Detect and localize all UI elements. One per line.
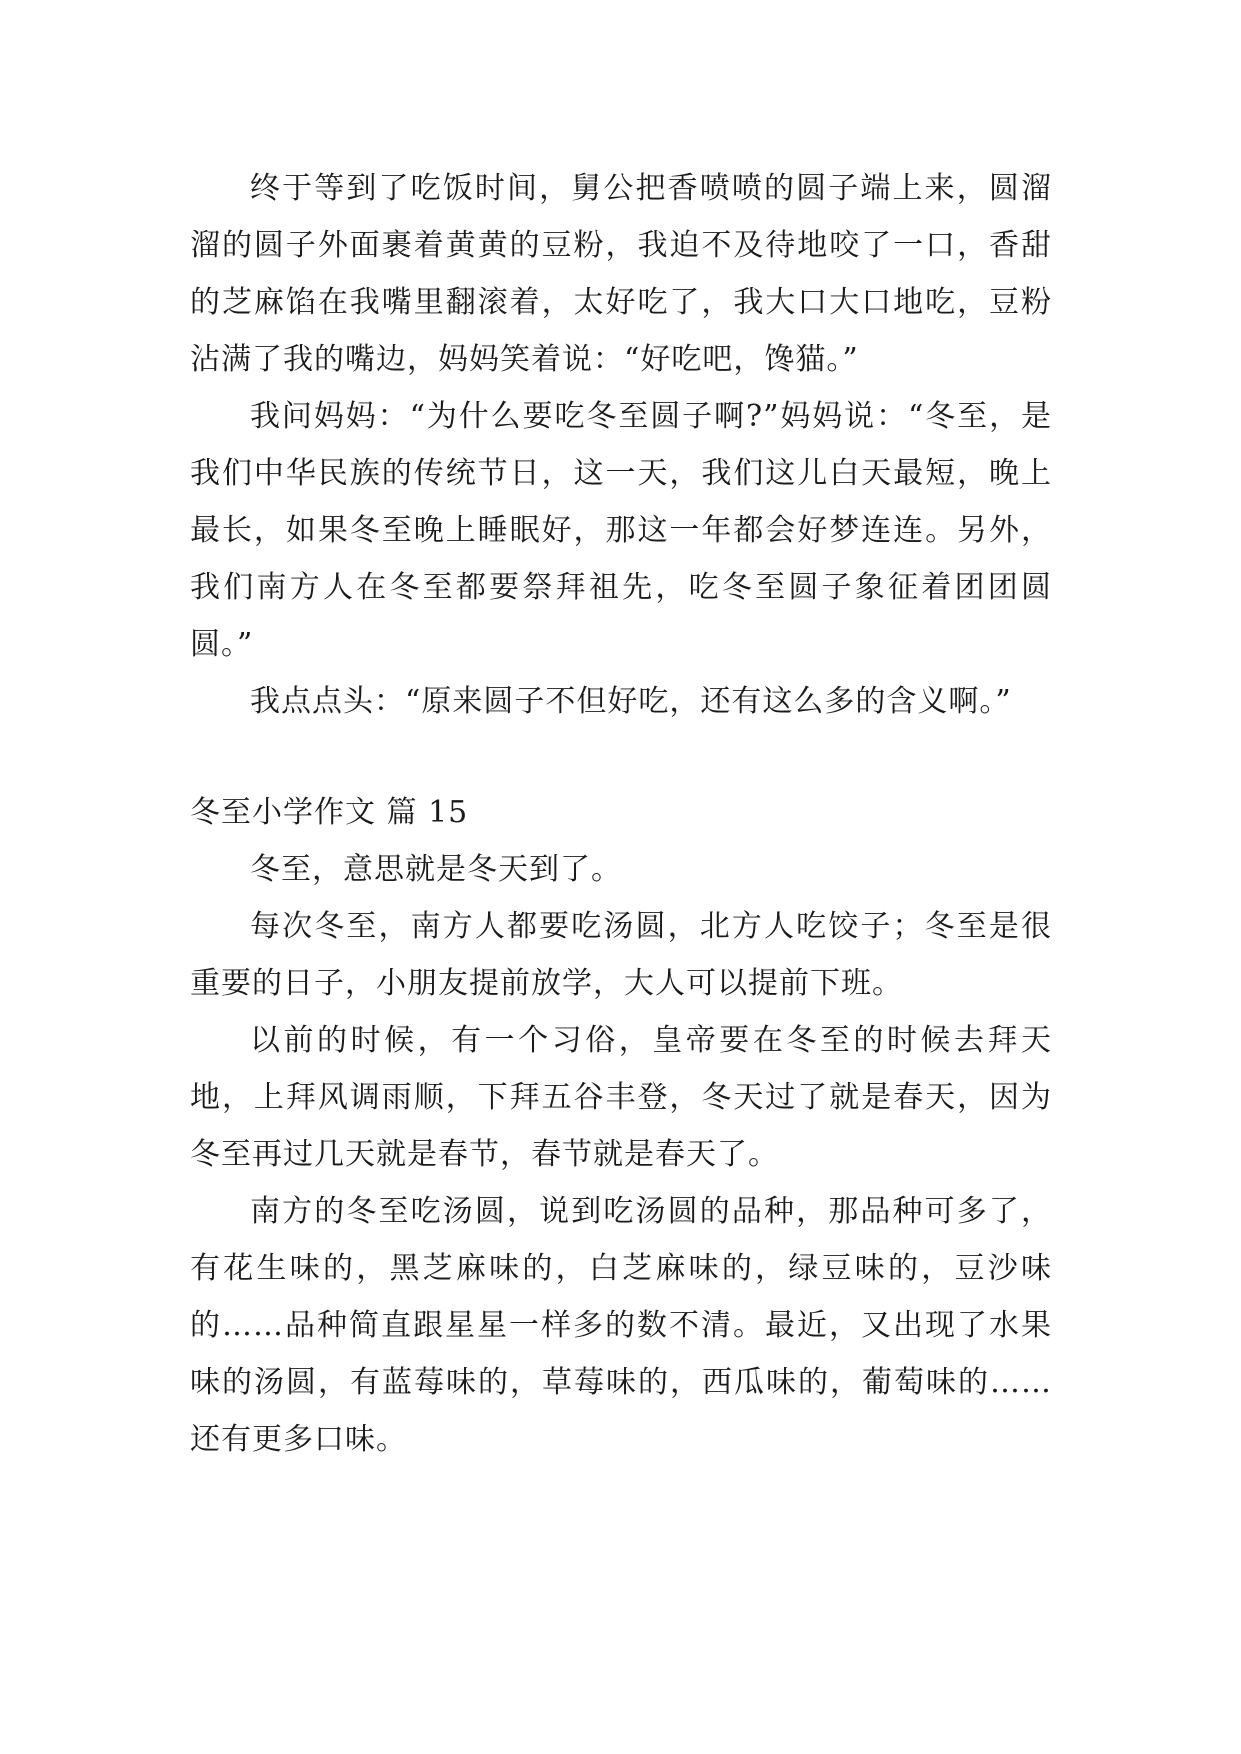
paragraph: 我点点头：“原来圆子不但好吃，还有这么多的含义啊。” <box>250 684 1012 719</box>
document-page <box>190 160 1052 1468</box>
section-title: 冬至小学作文 篇 15 <box>190 795 469 830</box>
paragraph: 我问妈妈：“为什么要吃冬至圆子啊?”妈妈说：“冬至，是我们中华民族的传统节日，这一天，我们这儿白天最短，晚上最长，如果冬至晚上睡眠好，那这一年都会好梦连连。另外，我们南方人在冬至都要祭拜祖先，吃冬至圆子象征着团团圆圆。” <box>190 399 1052 662</box>
paragraph: 以前的时候，有一个习俗，皇帝要在冬至的时候去拜天地，上拜风调雨顺，下拜五谷丰登，冬天过了就是春天，因为冬至再过几天就是春节，春节就是春天了。 <box>190 1023 1052 1172</box>
paragraph: 每次冬至，南方人都要吃汤圆，北方人吃饺子；冬至是很重要的日子，小朋友提前放学，大人可以提前下班。 <box>190 909 1052 1001</box>
section-gap <box>190 730 1052 784</box>
paragraph: 终于等到了吃饭时间，舅公把香喷喷的圆子端上来，圆溜溜的圆子外面裹着黄黄的豆粉，我迫不及待地咬了一口，香甜的芝麻馅在我嘴里翻滚着，太好吃了，我大口大口地吃，豆粉沾满了我的嘴边，妈妈笑着说：“好吃吧，馋猫。” <box>190 171 1052 377</box>
paragraph: 冬至，意思就是冬天到了。 <box>250 852 622 887</box>
paragraph: 南方的冬至吃汤圆，说到吃汤圆的品种，那品种可多了，有花生味的，黑芝麻味的，白芝麻味的，绿豆味的，豆沙味的……品种简直跟星星一样多的数不清。最近，又出现了水果味的汤圆，有蓝莓味的，草莓味的，西瓜味的，葡萄味的……还有更多口味。 <box>190 1194 1052 1457</box>
